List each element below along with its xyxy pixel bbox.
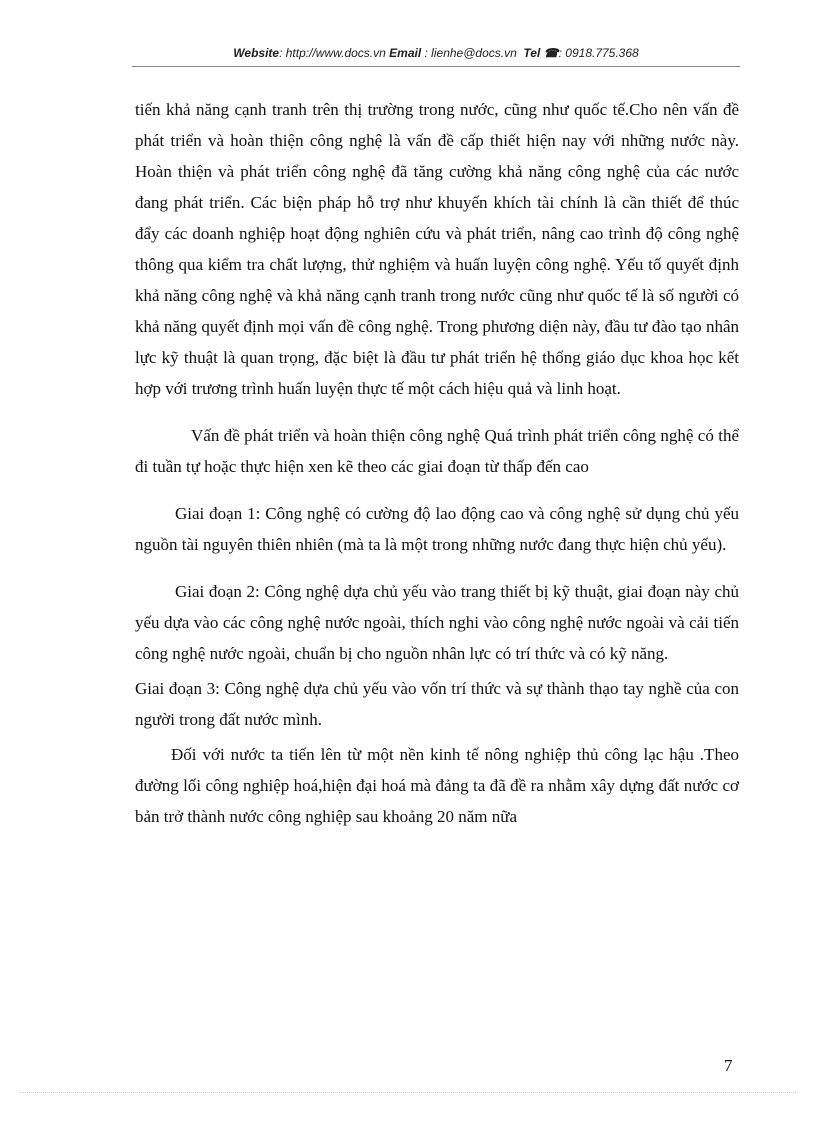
document-body — [135, 94, 739, 832]
tel-label: Tel — [523, 46, 541, 60]
paragraph-stage-1: Giai đoạn 1: Công nghệ có cường độ lao động cao và công nghệ sử dụng chủ yếu nguồn tài nguyên thiên nhiên (mà ta là một trong những nước đang thực hiện chủ yếu). — [135, 504, 739, 554]
phone-number: : 0918.775.368 — [558, 46, 639, 60]
paragraph-development-stages-intro: Vấn đề phát triển và hoàn thiện công nghệ Quá trình phát triển công nghệ có thể đi tuần tự hoặc thực hiện xen kẽ theo các giai đoạn từ thấp đến cao — [135, 426, 739, 476]
paragraph-competitiveness: tiến khả năng cạnh tranh trên thị trường trong nước, cũng như quốc tế.Cho nên vấn đề phát triển và hoàn thiện công nghệ là vấn đề cấp thiết hiện nay với những nước này. Hoàn thiện và phát triển công nghệ đã tăng cường khả năng công nghệ của các nước đang phát triển. Các biện pháp hỗ trợ như khuyến khích tài chính là cần thiết để thúc đẩy các doanh nghiệp hoạt động nghiên cứu và phát triển, nâng cao trình độ công nghệ thông qua kiểm tra chất lượng, thử nghiệm và huấn luyện công nghệ. Yếu tố quyết định khả năng công nghệ và khả năng cạnh tranh trong nước cũng như quốc tế là số người có khả năng quyết định mọi vấn đề công nghệ. Trong phương diện này, đầu tư đào tạo nhân lực kỹ thuật là quan trọng, đặc biệt là đầu tư phát triển hệ thống giáo dục khoa học kết hợp với trương trình huấn luyện thực tế một cách hiệu quả và linh hoạt. — [135, 100, 739, 398]
page-number: 7 — [724, 1056, 733, 1075]
page-header — [132, 46, 740, 60]
paragraph-stage-2: Giai đoạn 2: Công nghệ dựa chủ yếu vào trang thiết bị kỹ thuật, giai đoạn này chủ yếu dựa vào các công nghệ nước ngoài, thích nghi vào công nghệ nước ngoài và cải tiến công nghệ nước ngoài, chuẩn bị cho nguồn nhân lực có trí thức và có kỹ năng. — [135, 582, 739, 663]
phone-icon: ☎ — [543, 46, 559, 60]
email-address[interactable]: : lienhe@docs.vn — [424, 46, 517, 60]
header-divider — [132, 66, 740, 67]
website-label: Website — [233, 46, 280, 60]
paragraph-stage-3: Giai đoạn 3: Công nghệ dựa chủ yếu vào vốn trí thức và sự thành thạo tay nghề của con người trong đất nước mình. — [135, 679, 739, 729]
website-url[interactable]: : http://www.docs.vn — [279, 46, 386, 60]
paragraph-vietnam-industrialization: Đối với nước ta tiến lên từ một nền kinh tế nông nghiệp thủ công lạc hậu .Theo đường lối công nghiệp hoá,hiện đại hoá mà đảng ta đã đề ra nhằm xây dựng đất nước cơ bản trở thành nước công nghiệp sau khoảng 20 năm nữa — [135, 745, 739, 826]
page-bottom-divider — [20, 1092, 796, 1093]
email-label: Email — [389, 46, 422, 60]
